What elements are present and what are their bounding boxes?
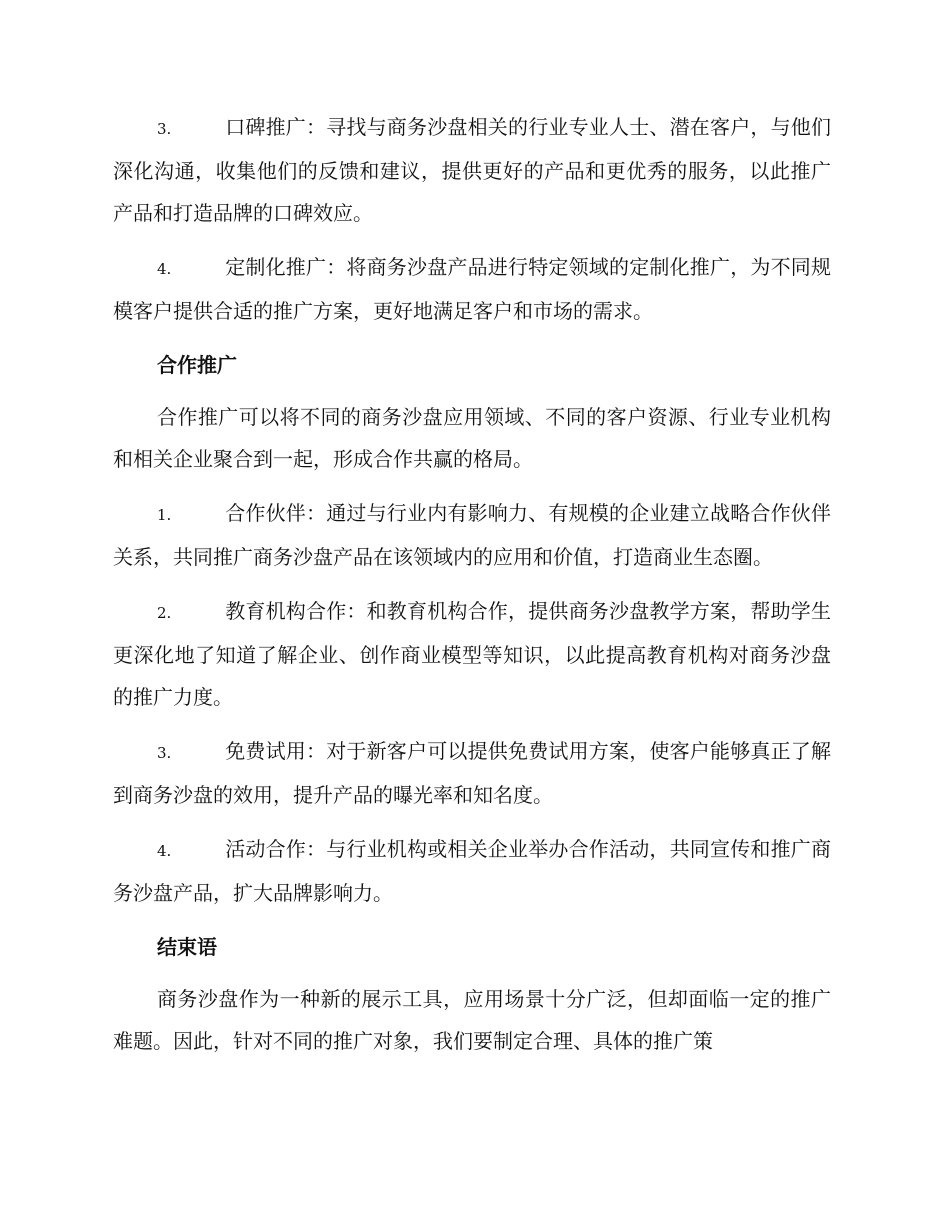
paragraph-cooperation: 合作推广可以将不同的商务沙盘应用领域、不同的客户资源、行业专业机构和相关企业聚合到一起，形成合作共赢的格局。 <box>113 405 831 471</box>
list-text: 合作伙伴：通过与行业内有影响力、有规模的企业建立战略合作伙伴关系，共同推广商务沙盘产品在该领域内的应用和价值，打造商业生态圈。 <box>113 501 831 569</box>
section-heading-cooperation: 合作推广 <box>157 353 237 377</box>
list-number: 4. <box>157 842 172 860</box>
list-text: 活动合作：与行业机构或相关企业举办合作活动，共同宣传和推广商务沙盘产品，扩大品牌影响力。 <box>113 837 831 905</box>
list-item <box>113 590 831 718</box>
list-item <box>113 828 831 914</box>
list-text: 教育机构合作：和教育机构合作，提供商务沙盘教学方案，帮助学生更深化地了知道了解企业、创作商业模型等知识，以此提高教育机构对商务沙盘的推广力度。 <box>113 599 831 709</box>
list-text: 免费试用：对于新客户可以提供免费试用方案，使客户能够真正了解到商务沙盘的效用，提升产品的曝光率和知名度。 <box>113 739 831 807</box>
list-item <box>113 246 831 332</box>
document-page <box>113 106 831 1074</box>
list-number: 2. <box>157 604 172 622</box>
list-number: 3. <box>157 744 172 762</box>
list-item <box>113 106 831 234</box>
paragraph-conclusion: 商务沙盘作为一种新的展示工具，应用场景十分广泛，但却面临一定的推广难题。因此，针对不同的推广对象，我们要制定合理、具体的推广策 <box>113 987 831 1053</box>
list-number: 1. <box>157 506 172 524</box>
list-item <box>113 492 831 578</box>
list-item <box>113 730 831 816</box>
section-heading-conclusion: 结束语 <box>157 935 217 959</box>
list-number: 3. <box>157 120 172 138</box>
list-text: 口碑推广：寻找与商务沙盘相关的行业专业人士、潜在客户，与他们深化沟通，收集他们的反馈和建议，提供更好的产品和更优秀的服务，以此推广产品和打造品牌的口碑效应。 <box>113 115 831 225</box>
list-number: 4. <box>157 260 172 278</box>
list-text: 定制化推广：将商务沙盘产品进行特定领域的定制化推广，为不同规模客户提供合适的推广方案，更好地满足客户和市场的需求。 <box>113 255 831 323</box>
